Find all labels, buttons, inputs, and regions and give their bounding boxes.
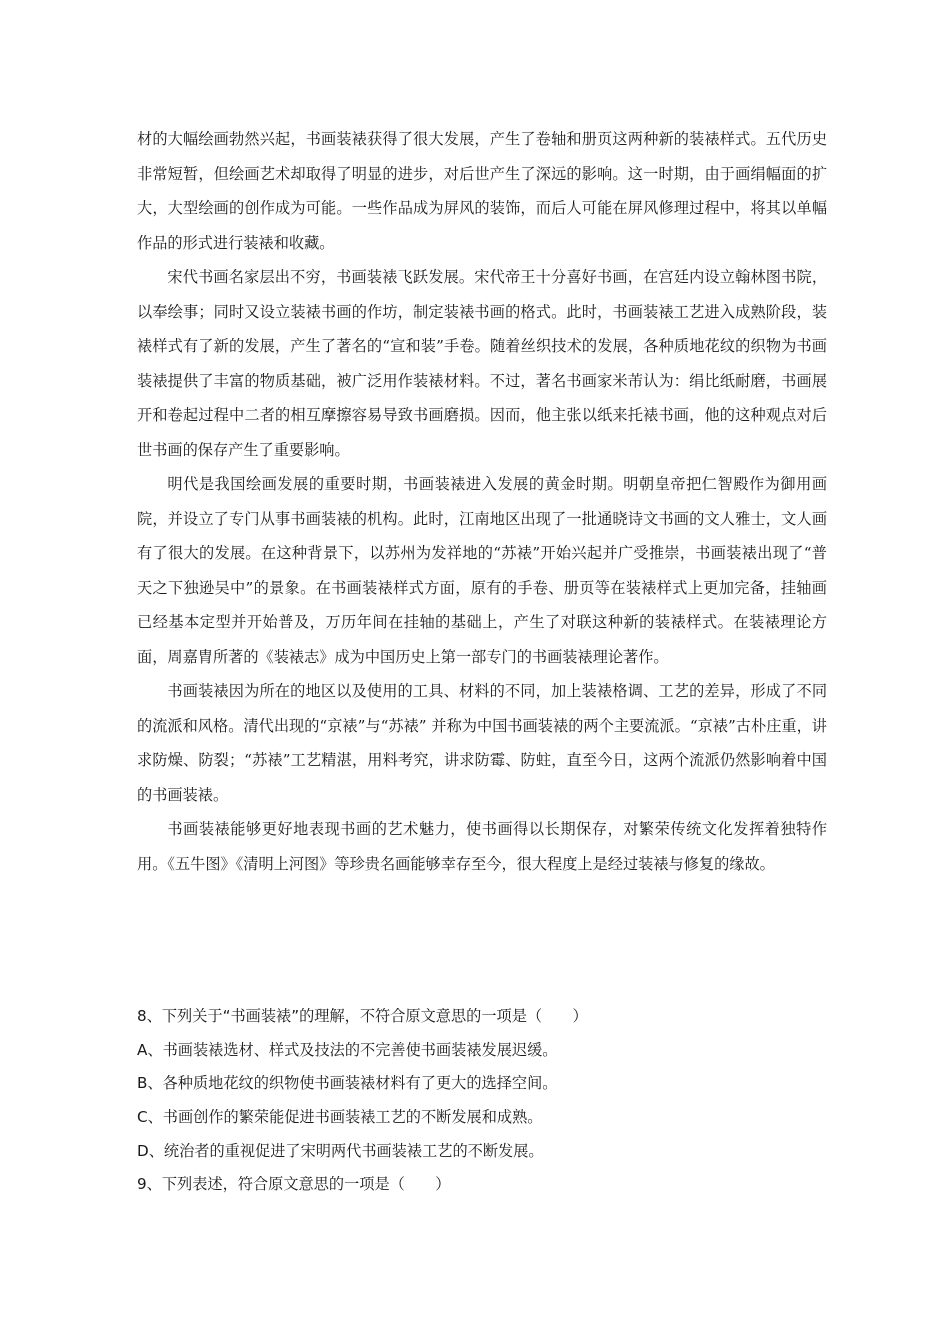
article-body: [137, 122, 827, 881]
paragraph-ming-dynasty: 明代是我国绘画发展的重要时期，书画装裱进入发展的黄金时期。明朝皇帝把仁智殿作为御用画院，并设立了专门从事书画装裱的机构。此时，江南地区出现了一批通晓诗文书画的文人雅士，文人画有了很大的发展。在这种背景下，以苏州为发祥地的“苏裱”开始兴起并广受推崇，书画装裱出现了“普天之下独逊吴中”的景象。在书画装裱样式方面，原有的手卷、册页等在装裱样式上更加完备，挂轴画已经基本定型并开始普及，万历年间在挂轴的基础上，产生了对联这种新的装裱样式。在装裱理论方面，周嘉胄所著的《装裱志》成为中国历史上第一部专门的书画装裱理论著作。: [137, 475, 827, 666]
question-8-stem: 8、下列关于“书画装裱”的理解，不符合原文意思的一项是（ ）: [137, 1007, 588, 1025]
paragraph-qing-schools: 书画装裱因为所在的地区以及使用的工具、材料的不同，加上装裱格调、工艺的差异，形成了不同的流派和风格。清代出现的“京裱”与“苏裱” 并称为中国书画装裱的两个主要流派。“京裱”古朴庄重，讲求防燥、防裂；“苏裱”工艺精湛，用料考究，讲求防霉、防蛀，直至今日，这两个流派仍然影响着中国的书画装裱。: [137, 682, 827, 804]
paragraph-continued: 材的大幅绘画勃然兴起，书画装裱获得了很大发展，产生了卷轴和册页这两种新的装裱样式。五代历史非常短暂，但绘画艺术却取得了明显的进步，对后世产生了深远的影响。这一时期，由于画绢幅面的扩大，大型绘画的创作成为可能。一些作品成为屏风的装饰，而后人可能在屏风修理过程中，将其以单幅作品的形式进行装裱和收藏。: [137, 130, 827, 252]
question-8-option-b: B、各种质地花纹的织物使书画装裱材料有了更大的选择空间。: [137, 1074, 558, 1093]
paragraph-conclusion: 书画装裱能够更好地表现书画的艺术魅力，使书画得以长期保存，对繁荣传统文化发挥着独特作用。《五牛图》《清明上河图》等珍贵名画能够幸存至今，很大程度上是经过装裱与修复的缘故。: [137, 820, 827, 873]
question-8-option-d: D、统治者的重视促进了宋明两代书画装裱工艺的不断发展。: [137, 1141, 544, 1160]
question-8-option-c: C、书画创作的繁荣能促进书画装裱工艺的不断发展和成熟。: [137, 1108, 543, 1127]
question-8-option-a: A、书画装裱选材、样式及技法的不完善使书画装裱发展迟缓。: [137, 1040, 558, 1059]
question-9-stem: 9、下列表述，符合原文意思的一项是（ ）: [137, 1175, 451, 1194]
questions-section: [137, 1000, 827, 1202]
paragraph-song-dynasty: 宋代书画名家层出不穷，书画装裱飞跃发展。宋代帝王十分喜好书画，在宫廷内设立翰林图书院，以奉绘事；同时又设立装裱书画的作坊，制定装裱书画的格式。此时，书画装裱工艺进入成熟阶段，装裱样式有了新的发展，产生了著名的“宣和装”手卷。随着丝织技术的发展，各种质地花纹的织物为书画装裱提供了丰富的物质基础，被广泛用作装裱材料。不过，著名书画家米芾认为：绢比纸耐磨，书画展开和卷起过程中二者的相互摩擦容易导致书画磨损。因而，他主张以纸来托裱书画，他的这种观点对后世书画的保存产生了重要影响。: [137, 268, 827, 459]
